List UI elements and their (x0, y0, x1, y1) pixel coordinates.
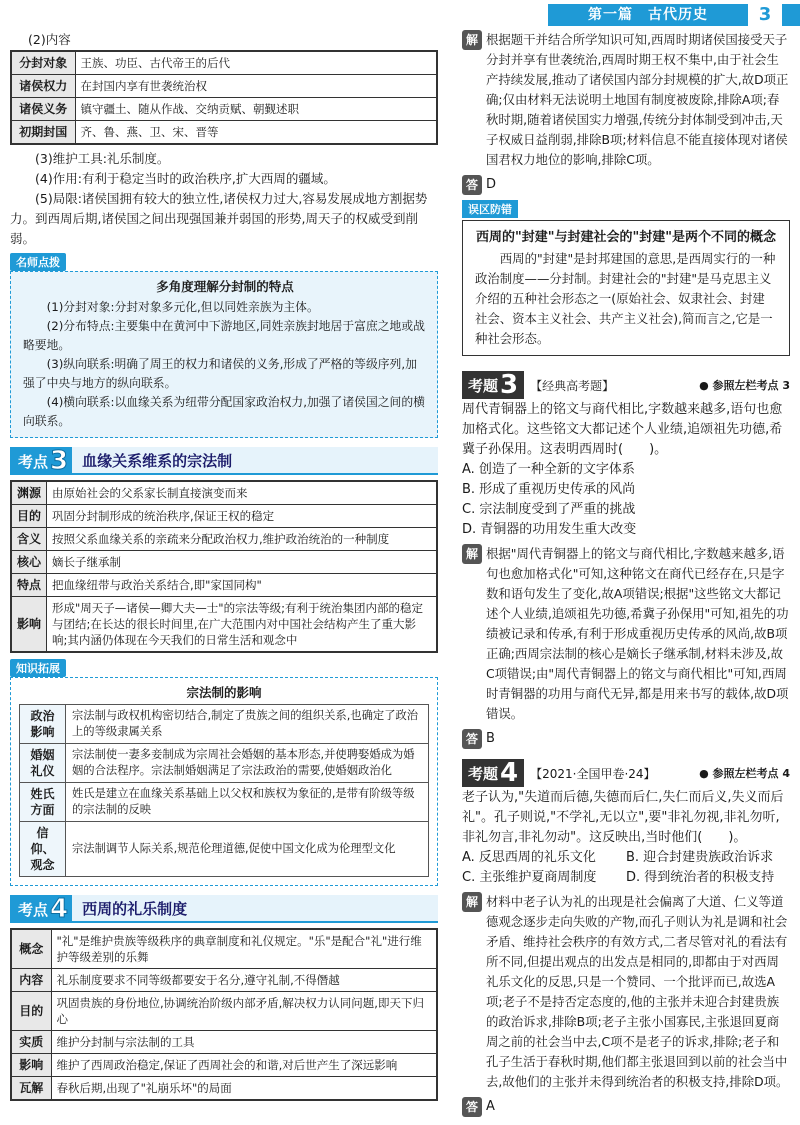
row-value: 在封国内享有世袭统治权 (75, 75, 437, 98)
kd3-number: 3 (50, 446, 69, 476)
row-key: 特点 (11, 574, 47, 597)
table-row (11, 1054, 437, 1077)
q3-answer (462, 728, 790, 750)
mistake-warning-text: 西周的"封建"是封邦建国的意思,是西周实行的一种政治制度——分封制。封建社会的"封建"是马克思主义介绍的五种社会形态之一(原始社会、奴隶社会、封建社会、资本主义社会、共产主义社会),简而言之,它是一种社会形态。 (475, 251, 776, 346)
right-column (462, 30, 790, 1118)
tip-point: (3)纵向联系:明确了周王的权力和诸侯的义务,形成了严格的等级序列,加强了中央与地方的纵向联系。 (23, 357, 417, 390)
q4-explain-text: 材料中老子认为礼的出现是社会偏离了大道、仁义等道德观念逐步走向失败的产物,而孔子则认为礼是调和社会矛盾、维持社会秩序的有效方式,二者尽管对礼的看法有所不同,但提出观点的出发点是相同的,即都由于对西周礼乐文化的反思,只是一个赞同、一个批评而已,故选A项;老子不是持否定态度的,他的主张并未迎合封建贵族的政治诉求,排除B项;老子主张小国寡民,主张退回夏商周之前的社会当中去,C项不是老子的诉求,排除;老子和孔子生活于春秋时期,他们都主张退回到以前的社会当中去,故他们的主张并未得到统治者的积极支持,排除D项。 (486, 894, 789, 1089)
explain-icon: 解 (462, 30, 482, 50)
q4-header (462, 758, 790, 788)
q4-badge (462, 759, 524, 787)
q4-stem: 老子认为,"失道而后德,失德而后仁,失仁而后义,失义而后礼"。孔子则说,"不学礼,无以立",要"非礼勿视,非礼勿听,非礼勿言,非礼勿动"。这反映出,当时他们( )。 (462, 790, 784, 845)
q3-source: 【经典高考题】 (530, 378, 615, 393)
ext-table (19, 704, 429, 877)
table-row (20, 822, 429, 877)
section-label: 第一篇 古代历史 (548, 4, 748, 26)
q3-option: B. 形成了重视历史传承的风尚 (462, 482, 636, 497)
row-value: 宗法制与政权机构密切结合,制定了贵族之间的组织关系,也确定了政治上的等级隶属关系 (66, 705, 429, 744)
section-kd4-header (10, 894, 438, 924)
table-row (11, 505, 437, 528)
knowledge-ext-title: 宗法制的影响 (186, 685, 262, 700)
row-key: 诸侯义务 (11, 98, 75, 121)
table-row (11, 98, 437, 121)
row-key: 目的 (11, 505, 47, 528)
q2-explain-text: 根据题干并结合所学知识可知,西周时期诸侯国接受天子分封并享有世袭统治,西周时期王权不集中,由于社会生产持续发展,推动了诸侯国内部分封规模的扩大,故D项正确;仅由材料无法说明土地国有制度被废除,排除A项;春秋时期,随着诸侯国实力增强,传统分封体制受到冲击,天子权威日益削弱,排除B项;材料信息不能直接体现对诸侯国君权力地位的影响,排除C项。 (486, 32, 789, 167)
row-key: 诸侯权力 (11, 75, 75, 98)
table-row (11, 528, 437, 551)
q3-label: 考题 (468, 376, 499, 395)
q3-stem: 周代青铜器上的铭文与商代相比,字数越来越多,语句也愈加格式化。这些铭文大都记述个人业绩,追颂祖先功德,希冀子孙保用。这表明西周时( )。 (462, 402, 783, 457)
row-key: 姓氏方面 (20, 783, 66, 822)
answer-icon: 答 (462, 729, 482, 749)
q3-answer-value: B (486, 731, 495, 746)
row-value: 齐、鲁、燕、卫、宋、晋等 (75, 121, 437, 145)
kd4-title: 西周的礼乐制度 (72, 895, 438, 923)
table-row (11, 969, 437, 992)
rites-table (10, 928, 438, 1101)
q3-explanation (462, 544, 790, 724)
q4-options (462, 848, 790, 888)
paragraph-limit: (5)局限:诸侯国拥有较大的独立性,诸侯权力过大,容易发展成地方割据势力。到西周后期,诸侯国之间出现强国兼并弱国的形势,周天子的权威受到削弱。 (10, 191, 428, 246)
q4-answer (462, 1096, 790, 1118)
knowledge-ext-tag: 知识拓展 (10, 659, 66, 677)
row-value: 春秋后期,出现了"礼崩乐坏"的局面 (51, 1077, 437, 1101)
paragraph-effect: (4)作用:有利于稳定当时的政治秩序,扩大西周的疆域。 (35, 171, 336, 186)
table-row (11, 551, 437, 574)
row-value: "礼"是维护贵族等级秩序的典章制度和礼仪规定。"乐"是配合"礼"进行维护等级差别的乐舞 (51, 929, 437, 969)
content-heading: (2)内容 (28, 32, 71, 47)
row-key: 内容 (11, 969, 51, 992)
table-row (11, 597, 437, 653)
row-value: 按照父系血缘关系的亲疏来分配政治权力,维护政治统治的一种制度 (47, 528, 437, 551)
row-value: 宗法制使一妻多妾制成为宗周社会婚姻的基本形态,并使聘娶婚成为婚姻的合法程序。宗法制婚姻满足了宗法政治的需要,使婚姻政治化 (66, 744, 429, 783)
teacher-tip-title: 多角度理解分封制的特点 (156, 279, 294, 294)
q4-explanation (462, 892, 790, 1092)
kd4-number: 4 (50, 894, 69, 924)
table-row (11, 992, 437, 1031)
row-key: 核心 (11, 551, 47, 574)
row-value: 镇守疆土、随从作战、交纳贡赋、朝觐述职 (75, 98, 437, 121)
q3-badge (462, 371, 524, 399)
table-row (20, 783, 429, 822)
answer-icon: 答 (462, 1097, 482, 1117)
row-key: 瓦解 (11, 1077, 51, 1101)
q4-number: 4 (500, 758, 519, 788)
q3-explain-text: 根据"周代青铜器上的铭文与商代相比,字数越来越多,语句也愈加格式化"可知,这种铭文在商代已经存在,只是字数和语句发生了变化,故A项错误;根据"这些铭文大都记述个人业绩,追颂祖先功德,希冀子孙保用"可知,祖先的功绩被记录和传承,有利于形成重视历史传承的风尚,故B项正确;西周宗法制的核心是嫡长子继承制,材料未涉及,故C项错误;由"周代青铜器上的铭文与商代相比"可知,西周时青铜器的功用与商代无异,都是用来书写的载体,故D项错误。 (486, 546, 789, 721)
teacher-tip-tag: 名师点拨 (10, 253, 66, 271)
table-row (11, 481, 437, 505)
row-key: 目的 (11, 992, 51, 1031)
mistake-warning-tag: 误区防错 (462, 200, 518, 218)
kd3-badge (10, 447, 72, 475)
q3-number: 3 (500, 370, 519, 400)
kd3-label: 考点 (18, 452, 49, 471)
row-key: 渊源 (11, 481, 47, 505)
explain-icon: 解 (462, 544, 482, 564)
q3-header (462, 370, 790, 400)
table-row (11, 51, 437, 75)
row-key: 影响 (11, 1054, 51, 1077)
tip-point: (1)分封对象:分封对象多元化,但以同姓亲族为主体。 (46, 300, 319, 314)
mistake-warning-box (462, 220, 790, 356)
q4-option: A. 反思西周的礼乐文化 (462, 850, 596, 865)
answer-icon: 答 (462, 175, 482, 195)
explain-icon: 解 (462, 892, 482, 912)
q3-option: C. 宗法制度受到了严重的挑战 (462, 502, 636, 517)
row-key: 初期封国 (11, 121, 75, 145)
row-value: 礼乐制度要求不同等级都要安于名分,遵守礼制,不得僭越 (51, 969, 437, 992)
row-value: 维护了西周政治稳定,保证了西周社会的和谐,对后世产生了深远影响 (51, 1054, 437, 1077)
table-row (20, 744, 429, 783)
q3-option: A. 创造了一种全新的文字体系 (462, 462, 635, 477)
table-row (11, 574, 437, 597)
row-key: 婚姻礼仪 (20, 744, 66, 783)
table-row (20, 705, 429, 744)
kd4-badge (10, 895, 72, 923)
row-value: 巩固分封制形成的统治秩序,保证王权的稳定 (47, 505, 437, 528)
table-row (11, 929, 437, 969)
row-value: 维护分封制与宗法制的工具 (51, 1031, 437, 1054)
q3-reference: ● 参照左栏考点 3 (699, 379, 790, 392)
row-key: 分封对象 (11, 51, 75, 75)
q4-option: C. 主张维护夏商周制度 (462, 870, 597, 885)
mistake-warning-title: 西周的"封建"与封建社会的"封建"是两个不同的概念 (475, 230, 777, 245)
row-value: 王族、功臣、古代帝王的后代 (75, 51, 437, 75)
row-key: 概念 (11, 929, 51, 969)
page-header (0, 0, 800, 30)
row-value: 巩固贵族的身份地位,协调统治阶级内部矛盾,解决权力认同问题,即天下归心 (51, 992, 437, 1031)
row-key: 实质 (11, 1031, 51, 1054)
knowledge-ext-box (10, 677, 438, 886)
feudal-table (10, 50, 438, 145)
table-row (11, 121, 437, 145)
q2-explanation (462, 30, 790, 170)
q4-source: 【2021·全国甲卷·24】 (530, 766, 656, 781)
table-row (11, 1077, 437, 1101)
q4-option: D. 得到统治者的积极支持 (626, 870, 775, 885)
q3-option: D. 青铜器的功用发生重大改变 (462, 522, 637, 537)
row-key: 影响 (11, 597, 47, 653)
row-key: 信仰、观念 (20, 822, 66, 877)
tip-point: (4)横向联系:以血缘关系为纽带分配国家政治权力,加强了诸侯国之间的横向联系。 (23, 395, 425, 428)
section-kd3-header (10, 446, 438, 476)
q2-answer (462, 174, 790, 196)
kd4-label: 考点 (18, 900, 49, 919)
row-value: 宗法制调节人际关系,规范伦理道德,促使中国文化成为伦理型文化 (66, 822, 429, 877)
q2-answer-value: D (486, 177, 497, 192)
teacher-tip-box (10, 271, 438, 438)
table-row (11, 75, 437, 98)
paragraph-tools: (3)维护工具:礼乐制度。 (35, 151, 170, 166)
row-value: 由原始社会的父系家长制直接演变而来 (47, 481, 437, 505)
q4-option: B. 迎合封建贵族政治诉求 (626, 850, 774, 865)
tip-point: (2)分布特点:主要集中在黄河中下游地区,同姓亲族封地居于富庶之地或战略要地。 (23, 319, 425, 352)
row-key: 政治影响 (20, 705, 66, 744)
row-value: 把血缘纽带与政治关系结合,即"家国同构" (47, 574, 437, 597)
clan-table (10, 480, 438, 653)
kd3-title: 血缘关系维系的宗法制 (72, 447, 438, 475)
q4-label: 考题 (468, 764, 499, 783)
row-value: 嫡长子继承制 (47, 551, 437, 574)
page-number: 3 (758, 4, 772, 25)
row-key: 含义 (11, 528, 47, 551)
row-value: 形成"周天子—诸侯—卿大夫—士"的宗法等级;有利于统治集团内部的稳定与团结;在长达的很长时间里,在广大范围内对中国社会结构产生了重大影响;其内涵仍体现在今天我们的日常生活和观念中 (47, 597, 437, 653)
q4-reference: ● 参照左栏考点 4 (699, 767, 790, 780)
table-row (11, 1031, 437, 1054)
q4-answer-value: A (486, 1099, 495, 1114)
header-tab-decor (782, 4, 800, 26)
left-column (10, 30, 438, 1101)
row-value: 姓氏是建立在血缘关系基础上以父权和族权为象征的,是带有阶级等级的宗法制的反映 (66, 783, 429, 822)
